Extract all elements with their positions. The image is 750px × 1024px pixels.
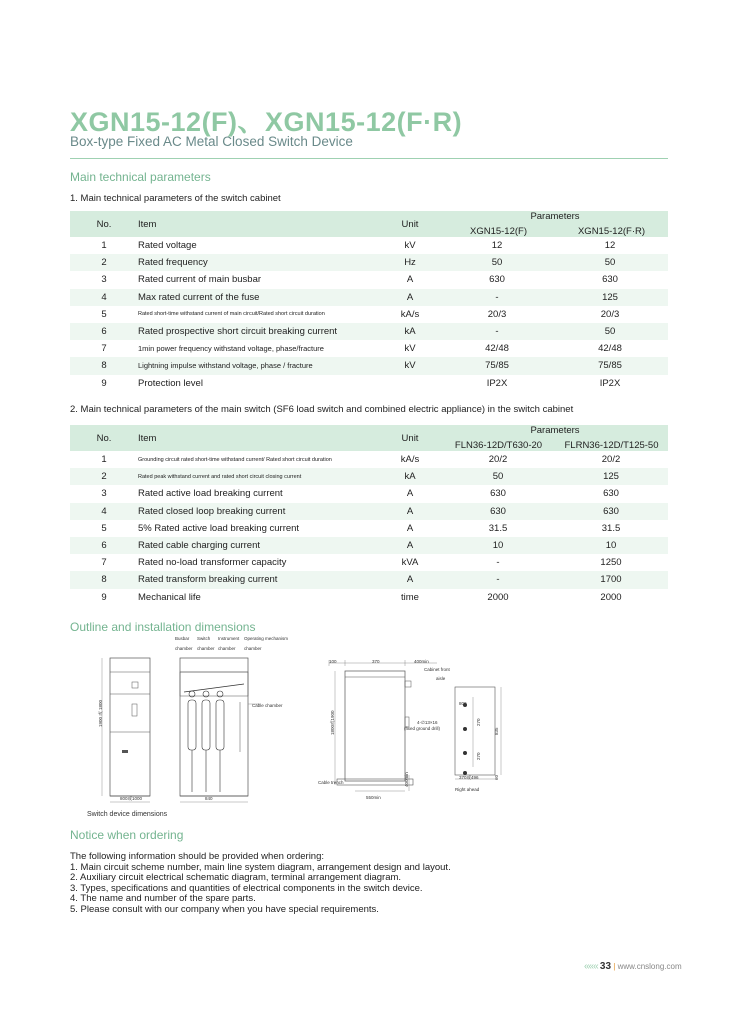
row-number: 9 <box>101 591 107 603</box>
label-dim-840: 840 <box>205 796 213 801</box>
row-number: 5 <box>101 522 107 534</box>
label-dim-60: 60 <box>494 774 499 780</box>
row-number: 1 <box>101 454 107 466</box>
row-item: Rated frequency <box>138 254 378 271</box>
row-unit: kA/s <box>400 454 420 466</box>
row-item: Rated no-load transformer capacity <box>138 557 287 569</box>
label-dim-835: 835 <box>494 727 499 735</box>
row-value-a: 50 <box>442 468 554 485</box>
row-unit: kV <box>404 343 416 355</box>
table-row <box>70 254 668 271</box>
label-dim-100: 100 <box>329 659 337 664</box>
page-footer <box>584 961 682 972</box>
label-dim-400: 400min <box>414 659 429 664</box>
row-item: Rated closed loop breaking current <box>138 503 378 520</box>
table-row <box>70 271 668 288</box>
row-number: 3 <box>101 488 107 500</box>
table-row <box>70 571 668 588</box>
parameters-label: Parameters <box>530 211 580 222</box>
section-heading-notice: Notice when ordering <box>70 828 184 842</box>
row-item: Rated active load breaking current <box>138 488 283 500</box>
table-row <box>70 357 668 374</box>
drawing-caption: Switch device dimensions <box>87 811 168 818</box>
row-value-b: 75/85 <box>552 357 668 374</box>
row-item: Grounding circuit rated short-time withstand current/ Rated short circuit duration <box>138 456 332 463</box>
section-heading-outline: Outline and installation dimensions <box>70 620 256 634</box>
row-unit: time <box>401 591 419 603</box>
model-b-header: FLRN36-12D/T125-50 <box>564 440 659 451</box>
row-value-a: 31.5 <box>488 522 508 534</box>
row-value-b: IP2X <box>599 377 621 389</box>
row-item: Lightning impulse withstand voltage, phase / fracture <box>138 357 378 374</box>
row-item: 1min power frequency withstand voltage, phase/fracture <box>138 344 324 354</box>
table-row <box>70 503 668 520</box>
label-cable-chamber: Cable chamber <box>252 703 283 708</box>
label-holes: 4-∅13×16 <box>417 720 438 725</box>
table2-caption: 2. Main technical parameters of the main switch (SF6 load switch and combined electric appliance) in the switch cabinet <box>70 404 574 415</box>
row-unit: Hz <box>378 254 442 271</box>
row-value-a: 630 <box>489 274 505 286</box>
col-parameters-header <box>442 425 668 451</box>
row-item: Rated cable charging current <box>138 537 378 554</box>
page-number: 33 <box>599 961 612 972</box>
label-dim-550: 550min <box>366 795 381 800</box>
row-item: Max rated current of the fuse <box>138 289 378 306</box>
website-link[interactable]: www.cnslong.com <box>617 962 682 971</box>
row-value-a: IP2X <box>486 377 508 389</box>
row-value-b: 125 <box>554 468 668 485</box>
notice-line: 3. Types, specifications and quantities of electrical components in the switch device. <box>70 882 423 894</box>
row-number: 4 <box>70 289 138 306</box>
model-a-header: FLN36-12D/T630-20 <box>454 440 543 451</box>
col-unit-header: Unit <box>378 425 442 451</box>
table-row <box>70 554 668 571</box>
table-row <box>70 375 668 392</box>
col-no-header: No. <box>70 211 138 237</box>
table-row <box>70 485 668 502</box>
notice-line: 2. Auxiliary circuit electrical schematic diagram, terminal arrangement diagram. <box>70 872 402 883</box>
model-a-header: XGN15-12(F) <box>469 226 527 237</box>
row-item: Rated peak withstand current and rated short circuit closing current <box>138 468 378 485</box>
table-row <box>70 451 668 468</box>
label-dim-800b: 800 <box>459 701 467 706</box>
row-unit: kV <box>404 240 416 252</box>
row-unit: kVA <box>401 557 419 569</box>
label-dim-1800: 1800或1900 <box>330 710 335 735</box>
row-value-b: 50 <box>552 323 668 340</box>
row-value-a: 75/85 <box>442 357 552 374</box>
row-number: 5 <box>101 308 107 320</box>
label-dim-270a: 270 <box>476 718 481 726</box>
row-value-b: 630 <box>554 503 668 520</box>
row-item: Rated prospective short circuit breaking current <box>138 323 378 340</box>
row-number: 9 <box>101 377 107 389</box>
row-unit: A <box>406 488 414 500</box>
page-title: XGN15-12(F)、XGN15-12(F·R) <box>70 107 463 137</box>
row-value-a: 2000 <box>487 591 509 603</box>
front-view-drawing <box>80 632 320 810</box>
row-unit: A <box>378 571 442 588</box>
notice-line: 5. Please consult with our company when you have special requirements. <box>70 903 379 915</box>
row-value-b: 1700 <box>554 571 668 588</box>
label-right-ahead: Right ahead <box>455 787 480 792</box>
label-busbar: Busbar <box>175 636 190 641</box>
notice-line: 1. Main circuit scheme number, main line system diagram, arrangement design and layout. <box>70 861 451 873</box>
parameters-label: Parameters <box>530 425 580 436</box>
row-value-b: 31.5 <box>601 522 621 534</box>
row-unit: kA/s <box>400 308 420 320</box>
label-fixed-ground: (fixed ground drill) <box>404 726 441 731</box>
label-instrument: Instrument <box>218 636 240 641</box>
label-chamber-3: chamber <box>218 646 236 651</box>
row-value-b: 42/48 <box>598 343 622 355</box>
row-unit: A <box>406 522 414 534</box>
label-dim-370: 370 <box>372 659 380 664</box>
col-unit-header: Unit <box>378 211 442 237</box>
row-unit: kA <box>378 468 442 485</box>
row-unit: kV <box>378 357 442 374</box>
notice-line: The following information should be provided when ordering: <box>70 851 325 862</box>
row-number: 2 <box>70 468 138 485</box>
model-b-header: XGN15-12(F·R) <box>577 226 646 237</box>
row-item: 5% Rated active load breaking current <box>138 522 300 534</box>
row-item: Rated current of main busbar <box>138 274 262 286</box>
row-value-b: 10 <box>554 537 668 554</box>
label-aisle: aisle <box>436 676 446 681</box>
row-value-a: 50 <box>442 254 552 271</box>
row-number: 2 <box>70 254 138 271</box>
label-cabinet-front: Cabinet front <box>424 667 450 672</box>
row-value-a: 20/2 <box>488 454 508 466</box>
col-item-header: Item <box>138 425 378 451</box>
row-unit: A <box>378 537 442 554</box>
row-unit: A <box>406 274 414 286</box>
label-operating: Operating mechanism <box>244 636 289 641</box>
row-unit: A <box>378 503 442 520</box>
label-chamber-1: chamber <box>175 646 193 651</box>
table-row <box>70 589 668 606</box>
row-number: 8 <box>70 357 138 374</box>
row-number: 7 <box>101 343 107 355</box>
label-dim-1900: 1900 或 1800 <box>98 699 103 727</box>
row-value-a: - <box>442 571 554 588</box>
label-dim-800: 800或1000 <box>120 796 143 801</box>
row-value-a: - <box>442 289 552 306</box>
row-value-a: 42/48 <box>485 343 509 355</box>
row-value-a: 630 <box>442 503 554 520</box>
table-header-row <box>70 425 668 451</box>
footer-separator: | <box>613 962 616 971</box>
table-row <box>70 340 668 357</box>
row-item: Rated voltage <box>138 240 197 252</box>
table-header-row <box>70 211 668 237</box>
row-value-b: 20/3 <box>600 308 620 320</box>
row-value-a: - <box>442 323 552 340</box>
cabinet-parameters-table <box>70 211 668 392</box>
title-divider <box>70 158 668 159</box>
row-value-a: 630 <box>490 488 506 500</box>
table-row <box>70 468 668 485</box>
row-value-a: 20/3 <box>487 308 507 320</box>
row-number: 3 <box>101 274 107 286</box>
table-row <box>70 323 668 340</box>
label-chamber-2: chamber <box>197 646 215 651</box>
row-value-b: 50 <box>552 254 668 271</box>
row-value-b: 20/2 <box>601 454 621 466</box>
row-unit <box>378 375 442 392</box>
row-number: 4 <box>70 503 138 520</box>
col-item-header: Item <box>138 211 378 237</box>
col-no-header: No. <box>70 425 138 451</box>
row-item: Protection level <box>138 377 203 389</box>
switch-parameters-table <box>70 425 668 606</box>
notice-line: 4. The name and number of the spare parts. <box>70 893 256 904</box>
row-unit: A <box>378 289 442 306</box>
row-value-b: 125 <box>552 289 668 306</box>
row-number: 7 <box>101 557 107 569</box>
notice-list <box>70 852 451 915</box>
row-value-b: 12 <box>604 240 616 252</box>
label-dim-370b: 370或496 <box>459 775 479 780</box>
row-number: 1 <box>101 240 107 252</box>
row-number: 8 <box>70 571 138 588</box>
row-value-a: 12 <box>491 240 503 252</box>
label-chamber-4: chamber <box>244 646 262 651</box>
table1-caption: 1. Main technical parameters of the switch cabinet <box>70 193 281 204</box>
table-row <box>70 520 668 537</box>
row-item: Rated transform breaking current <box>138 571 378 588</box>
row-value-b: 630 <box>602 274 618 286</box>
row-number: 6 <box>70 537 138 554</box>
row-value-a: 10 <box>442 537 554 554</box>
row-item: Mechanical life <box>138 591 201 603</box>
table-row <box>70 306 668 323</box>
col-parameters-header <box>442 211 668 237</box>
label-dim-400b: 400min <box>404 772 409 787</box>
row-unit: kA <box>378 323 442 340</box>
row-value-b: 2000 <box>600 591 622 603</box>
label-dim-270b: 270 <box>476 752 481 760</box>
table-row <box>70 537 668 554</box>
table-row <box>70 289 668 306</box>
row-value-a: - <box>496 557 500 569</box>
page-subtitle: Box-type Fixed AC Metal Closed Switch Device <box>70 134 353 149</box>
chevron-icon: ««« <box>584 961 598 972</box>
row-number: 6 <box>70 323 138 340</box>
row-value-b: 1250 <box>600 557 622 569</box>
label-switch: Switch <box>197 636 211 641</box>
row-value-b: 630 <box>603 488 619 500</box>
table-row <box>70 237 668 254</box>
row-item: Rated short-time withstand current of main circuit/Rated short circuit duration <box>138 311 325 318</box>
section-heading-parameters: Main technical parameters <box>70 170 211 184</box>
label-cable-trench: Cable trench <box>318 780 344 785</box>
